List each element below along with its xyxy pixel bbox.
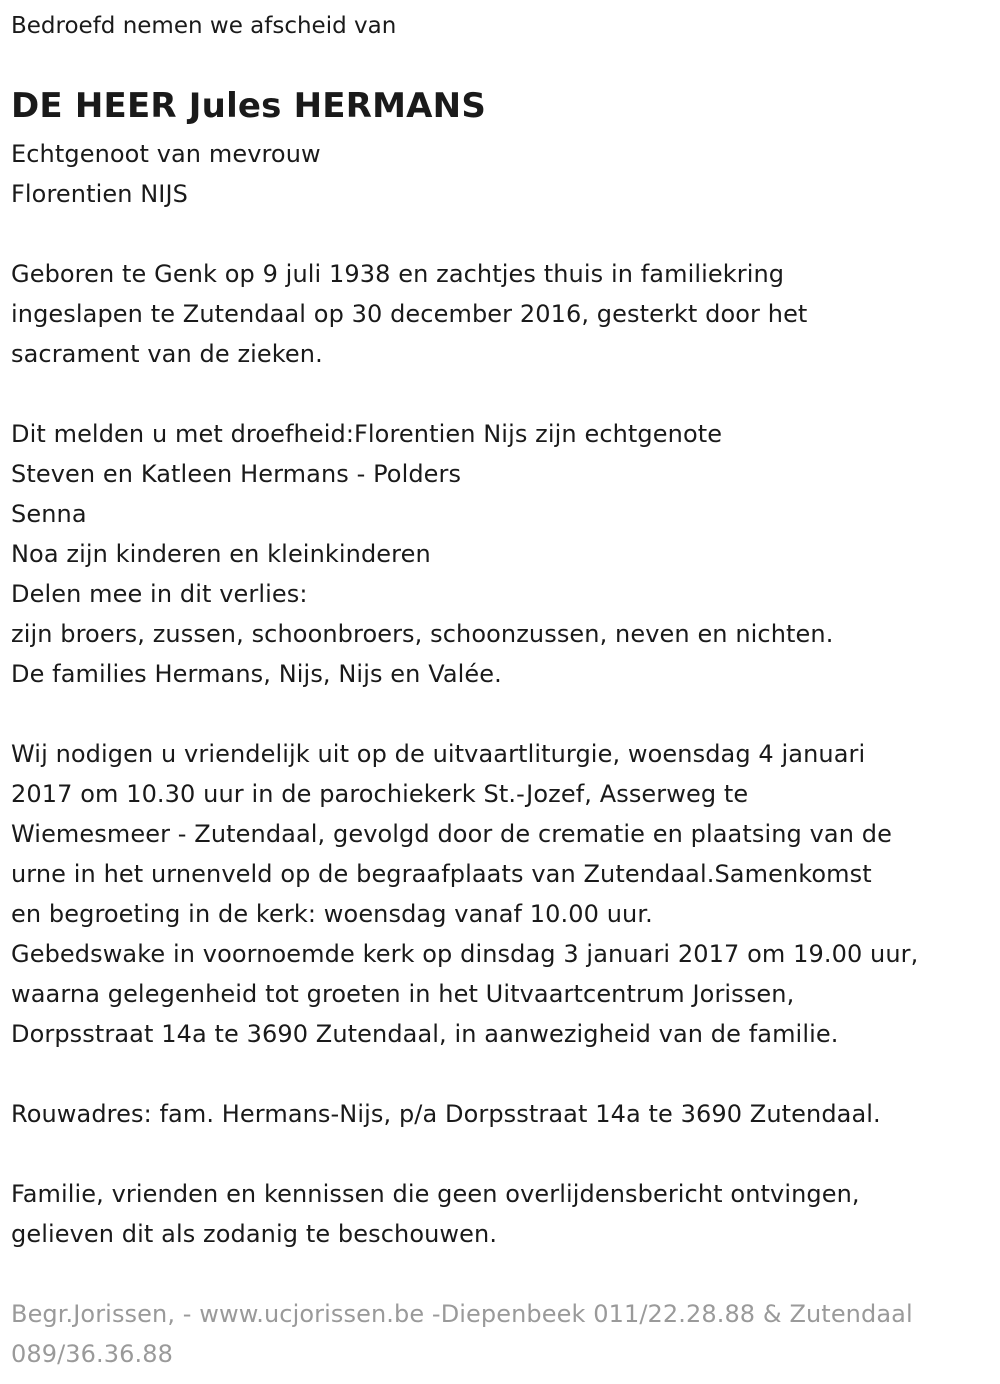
family-line: De families Hermans, Nijs, Nijs en Valée. xyxy=(11,660,502,688)
family-line: Steven en Katleen Hermans - Polders xyxy=(11,460,462,488)
notice-line: gelieven dit als zodanig te beschouwen. xyxy=(11,1220,498,1248)
deceased-name: DE HEER Jules HERMANS xyxy=(11,86,487,126)
spouse-section xyxy=(11,134,321,214)
birth-line: ingeslapen te Zutendaal op 30 december 2016, gesterkt door het xyxy=(11,300,808,328)
ceremony-line: Gebedswake in voornoemde kerk op dinsdag 3 januari 2017 om 19.00 uur, xyxy=(11,940,919,968)
ceremony-line: Wiemesmeer - Zutendaal, gevolgd door de crematie en plaatsing van de xyxy=(11,820,892,848)
birth-line: sacrament van de zieken. xyxy=(11,340,323,368)
mourning-address: Rouwadres: fam. Hermans-Nijs, p/a Dorpsstraat 14a te 3690 Zutendaal. xyxy=(11,1100,881,1128)
notice-section xyxy=(11,1174,860,1254)
ceremony-line: urne in het urnenveld op de begraafplaats van Zutendaal.Samenkomst xyxy=(11,860,872,888)
birth-line: Geboren te Genk op 9 juli 1938 en zachtjes thuis in familiekring xyxy=(11,260,785,288)
ceremony-line: 2017 om 10.30 uur in de parochiekerk St.-Jozef, Asserweg te xyxy=(11,780,749,808)
family-line: Senna xyxy=(11,500,87,528)
mourning-address-section xyxy=(11,1094,881,1134)
spouse-line: Florentien NIJS xyxy=(11,180,188,208)
family-line: Dit melden u met droefheid:Florentien Nijs zijn echtgenote xyxy=(11,420,723,448)
family-line: Noa zijn kinderen en kleinkinderen xyxy=(11,540,431,568)
ceremony-line: en begroeting in de kerk: woensdag vanaf 10.00 uur. xyxy=(11,900,653,928)
family-section xyxy=(11,414,833,694)
footer-line: Begr.Jorissen, - www.ucjorissen.be -Diepenbeek 011/22.28.88 & Zutendaal xyxy=(11,1300,913,1328)
ceremony-line: Wij nodigen u vriendelijk uit op de uitvaartliturgie, woensdag 4 januari xyxy=(11,740,866,768)
family-line: zijn broers, zussen, schoonbroers, schoonzussen, neven en nichten. xyxy=(11,620,834,648)
family-line: Delen mee in dit verlies: xyxy=(11,580,308,608)
ceremony-line: waarna gelegenheid tot groeten in het Uitvaartcentrum Jorissen, xyxy=(11,980,795,1008)
spouse-line: Echtgenoot van mevrouw xyxy=(11,140,321,168)
intro-text: Bedroefd nemen we afscheid van xyxy=(11,13,397,39)
footer-line: 089/36.36.88 xyxy=(11,1340,173,1368)
ceremony-section xyxy=(11,734,918,1054)
notice-line: Familie, vrienden en kennissen die geen overlijdensbericht ontvingen, xyxy=(11,1180,860,1208)
funeral-home-footer xyxy=(11,1294,913,1374)
ceremony-line: Dorpsstraat 14a te 3690 Zutendaal, in aanwezigheid van de familie. xyxy=(11,1020,839,1048)
birth-death-section xyxy=(11,254,807,374)
